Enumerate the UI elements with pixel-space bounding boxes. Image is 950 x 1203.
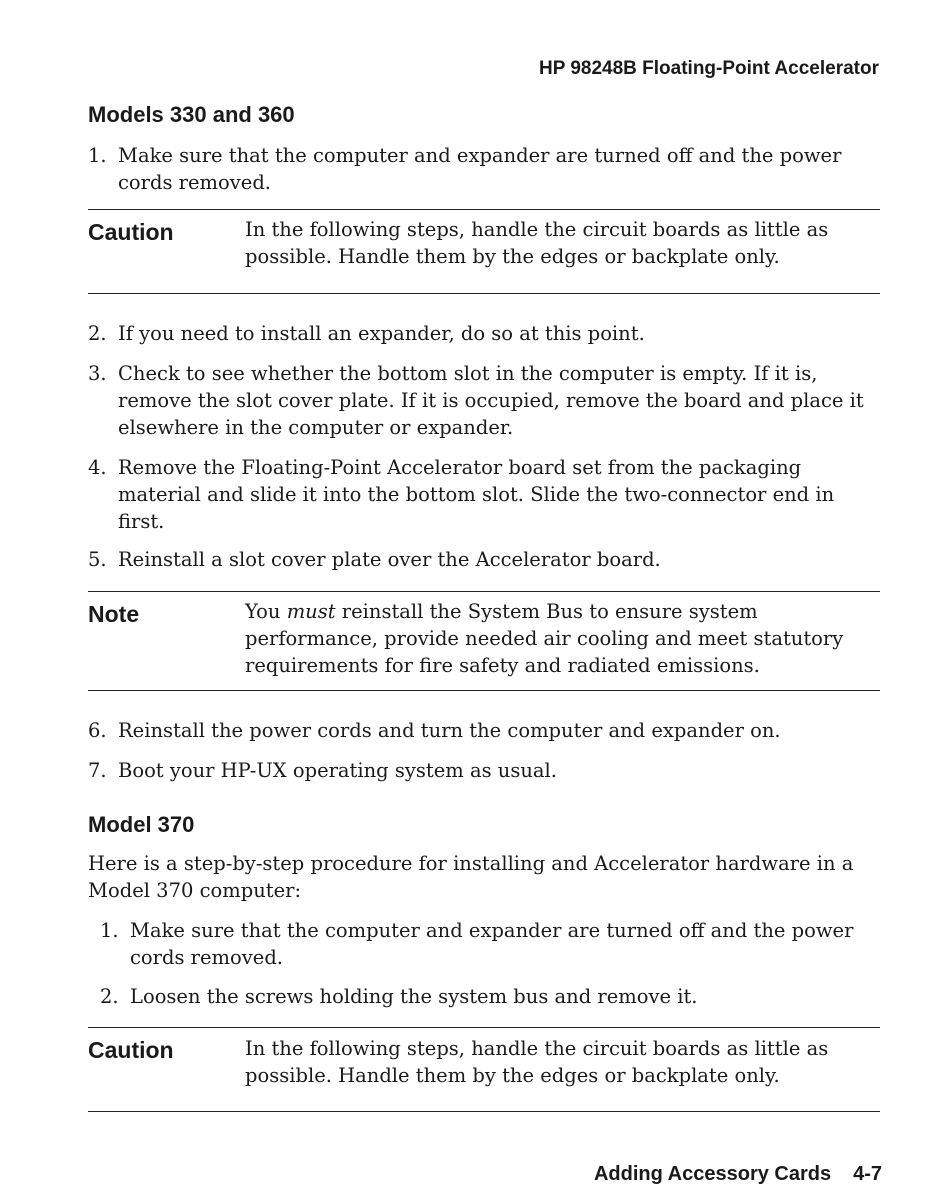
step-text: Loosen the screws holding the system bus and remove it. — [130, 985, 698, 1008]
footer-section-title: Adding Accessory Cards — [593, 1163, 832, 1185]
step-3 — [88, 360, 878, 441]
note-emphasis: must — [286, 600, 336, 623]
note-bottom-rule — [88, 690, 880, 691]
running-header: HP 98248B Floating-Point Accelerator — [539, 58, 879, 79]
note-label: Note — [88, 601, 140, 627]
step-text: Make sure that the computer and expander are turned off and the power cords removed. — [118, 144, 842, 194]
step-370-1 — [100, 917, 880, 971]
step-text: Reinstall the power cords and turn the computer and expander on. — [118, 719, 781, 742]
step-1 — [88, 142, 878, 196]
step-number: 3. — [88, 362, 107, 385]
note-text-post: reinstall the System Bus to ensure system performance, provide needed air cooling and meet statutory requirements for fire safety and radiated emissions. — [245, 600, 844, 677]
step-number: 2. — [100, 985, 119, 1008]
section-heading-model-370: Model 370 — [88, 812, 195, 837]
step-number: 7. — [88, 759, 107, 782]
step-text: Boot your HP-UX operating system as usual. — [118, 759, 557, 782]
step-number: 2. — [88, 322, 107, 345]
intro-paragraph: Here is a step-by-step procedure for installing and Accelerator hardware in a Model 370 computer: — [88, 852, 854, 902]
step-4 — [88, 454, 878, 535]
step-text: If you need to install an expander, do so at this point. — [118, 322, 645, 345]
step-number: 1. — [100, 919, 119, 942]
step-number: 6. — [88, 719, 107, 742]
note-top-rule — [88, 591, 880, 592]
caution-label: Caution — [88, 219, 174, 245]
step-text: Check to see whether the bottom slot in the computer is empty. If it is, remove the slot cover plate. If it is occupied, remove the board and place it elsewhere in the computer or expander. — [118, 362, 864, 439]
step-text: Reinstall a slot cover plate over the Accelerator board. — [118, 548, 661, 571]
section-heading-models-330-360: Models 330 and 360 — [88, 102, 295, 127]
step-6 — [88, 717, 878, 744]
step-text: Make sure that the computer and expander are turned off and the power cords removed. — [130, 919, 854, 969]
page-footer — [594, 1163, 882, 1186]
step-number: 5. — [88, 548, 107, 571]
note-text-pre: You — [245, 600, 287, 623]
caution-370-top-rule — [88, 1027, 880, 1028]
caution-bottom-rule — [88, 293, 880, 294]
caution-text: In the following steps, handle the circuit boards as little as possible. Handle them by the edges or backplate only. — [245, 218, 829, 268]
step-7 — [88, 757, 878, 784]
page-number: 4-7 — [853, 1163, 882, 1185]
step-number: 4. — [88, 456, 107, 479]
caution-370-bottom-rule — [88, 1111, 880, 1112]
step-5 — [88, 546, 878, 573]
step-2 — [88, 320, 878, 347]
step-370-2 — [100, 983, 880, 1010]
note-text — [245, 598, 865, 679]
caution-top-rule — [88, 209, 880, 210]
caution-370-text: In the following steps, handle the circuit boards as little as possible. Handle them by the edges or backplate only. — [245, 1037, 829, 1087]
step-text: Remove the Floating-Point Accelerator board set from the packaging material and slide it into the bottom slot. Slide the two-connector end in first. — [118, 456, 835, 533]
caution-370-label: Caution — [88, 1037, 174, 1063]
step-number: 1. — [88, 144, 107, 167]
